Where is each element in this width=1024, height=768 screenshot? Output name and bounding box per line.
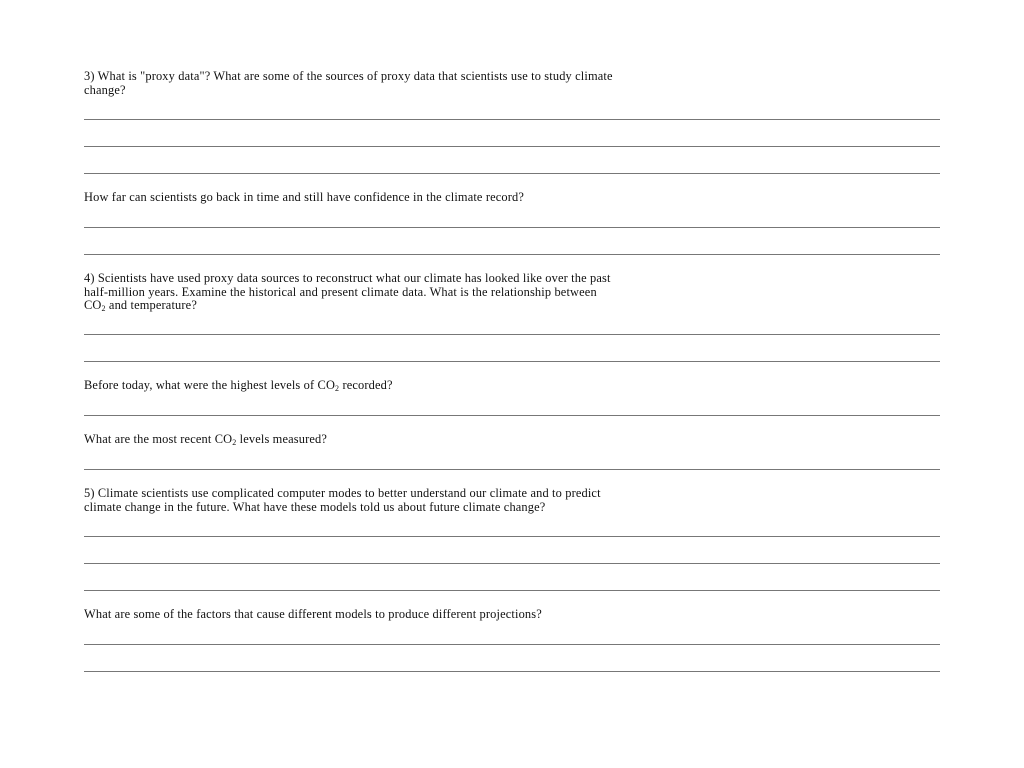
co2-prefix: CO [84,298,102,313]
question-4-line-3 [84,299,934,313]
question-5-line-1: 5) Climate scientists use complicated computer modes to better understand our climate and to predict [84,486,601,500]
question-4c-text [84,433,934,447]
question-4b-before: Before today, what were the highest levels of CO [84,378,336,392]
co2-subscript: 2 [101,304,106,314]
question-3-line-1: 3) What is "proxy data"? What are some of the sources of proxy data that scientists use to study climate [84,69,613,83]
answer-line[interactable] [84,536,940,537]
answer-line[interactable] [84,254,940,255]
question-5-line-2: climate change in the future. What have these models told us about future climate change? [84,499,546,514]
question-4c [84,433,934,447]
question-3 [84,70,934,97]
question-4 [84,272,934,313]
question-4c-before: What are the most recent CO [84,432,233,446]
question-4b-text [84,379,934,393]
question-4-line-2: half-million years. Examine the historical and present climate data. What is the relationship between [84,284,597,299]
answer-line[interactable] [84,334,940,335]
question-4-line-3-rest: and temperature? [105,298,197,313]
question-5b-text: What are some of the factors that cause different models to produce different projections? [84,607,542,621]
answer-line[interactable] [84,146,940,147]
answer-line[interactable] [84,361,940,362]
question-4b [84,379,934,393]
answer-line[interactable] [84,469,940,470]
answer-line[interactable] [84,119,940,120]
question-3-line-2: change? [84,82,126,97]
co2-subscript: 2 [335,384,340,393]
answer-line[interactable] [84,227,940,228]
answer-line[interactable] [84,173,940,174]
question-5b [84,608,934,622]
answer-line[interactable] [84,415,940,416]
question-3b [84,191,934,205]
question-5 [84,487,934,514]
answer-line[interactable] [84,590,940,591]
answer-line[interactable] [84,671,940,672]
question-3b-text: How far can scientists go back in time and still have confidence in the climate record? [84,190,525,204]
question-4c-after: levels measured? [236,432,327,446]
co2-subscript: 2 [232,438,237,447]
answer-line[interactable] [84,644,940,645]
answer-line[interactable] [84,563,940,564]
question-4-line-1: 4) Scientists have used proxy data sources to reconstruct what our climate has looked like over the past [84,271,611,285]
question-4b-after: recorded? [339,378,393,392]
